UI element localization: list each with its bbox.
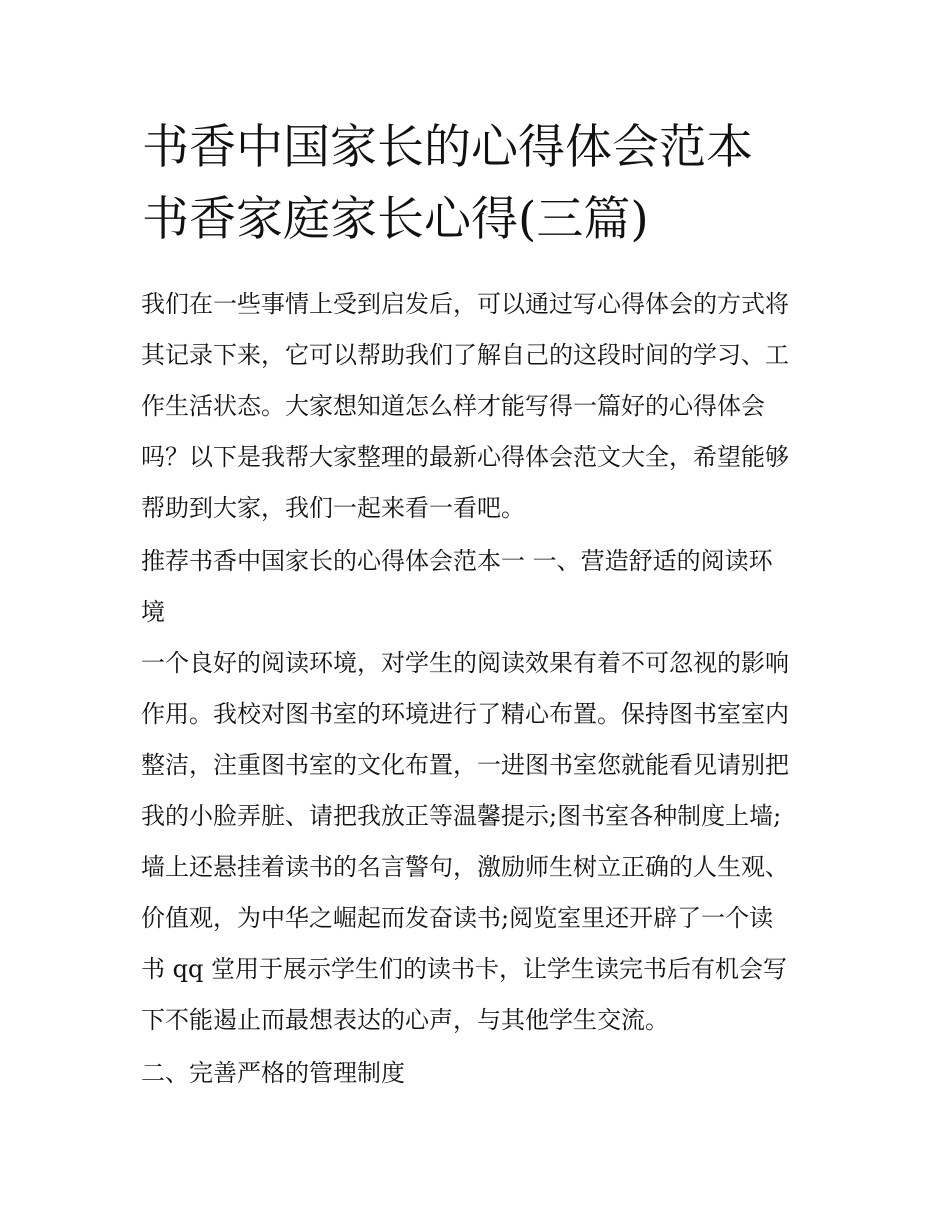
reading-environment-paragraph (141, 638, 821, 1046)
section-heading-2: 二、完善严格的管理制度 (141, 1059, 405, 1087)
intro-paragraph (141, 279, 821, 534)
text-line: 墙上还悬挂着读书的名言警句，激励师生树立正确的人生观、 (141, 853, 789, 881)
text-line: 帮助到大家，我们一起来看一看吧。 (141, 494, 525, 522)
text-line: 我们在一些事情上受到启发后，可以通过写心得体会的方式将 (141, 290, 789, 318)
text-line: 整洁，注重图书室的文化布置，一进图书室您就能看见请别把 (141, 751, 789, 779)
text-line: 吗？以下是我帮大家整理的最新心得体会范文大全，希望能够 (141, 443, 789, 471)
text-line: 价值观，为中华之崛起而发奋读书;阅览室里还开辟了一个读 (141, 904, 774, 932)
title-line-1: 书香中国家长的心得体会范本 (142, 120, 753, 175)
heading-line: 推荐书香中国家长的心得体会范本一 一、营造舒适的阅读环 (141, 547, 773, 575)
document-title (142, 112, 822, 256)
heading-line: 境 (141, 598, 165, 626)
document-body (141, 279, 821, 1099)
text-line: 作用。我校对图书室的环境进行了精心布置。保持图书室室内 (141, 700, 789, 728)
section-heading-1 (141, 536, 821, 638)
text-line: 下不能遏止而最想表达的心声，与其他学生交流。 (141, 1006, 669, 1034)
title-line-2: 书香家庭家长心得(三篇) (142, 192, 649, 247)
text-line: 一个良好的阅读环境，对学生的阅读效果有着不可忽视的影响 (141, 649, 789, 677)
text-line: 我的小脸弄脏、请把我放正等温馨提示;图书室各种制度上墙; (141, 802, 782, 830)
text-line: 其记录下来，它可以帮助我们了解自己的这段时间的学习、工 (141, 341, 789, 369)
text-line: 书 qq 堂用于展示学生们的读书卡，让学生读完书后有机会写 (141, 955, 787, 983)
text-line: 作生活状态。大家想知道怎么样才能写得一篇好的心得体会 (141, 392, 765, 420)
